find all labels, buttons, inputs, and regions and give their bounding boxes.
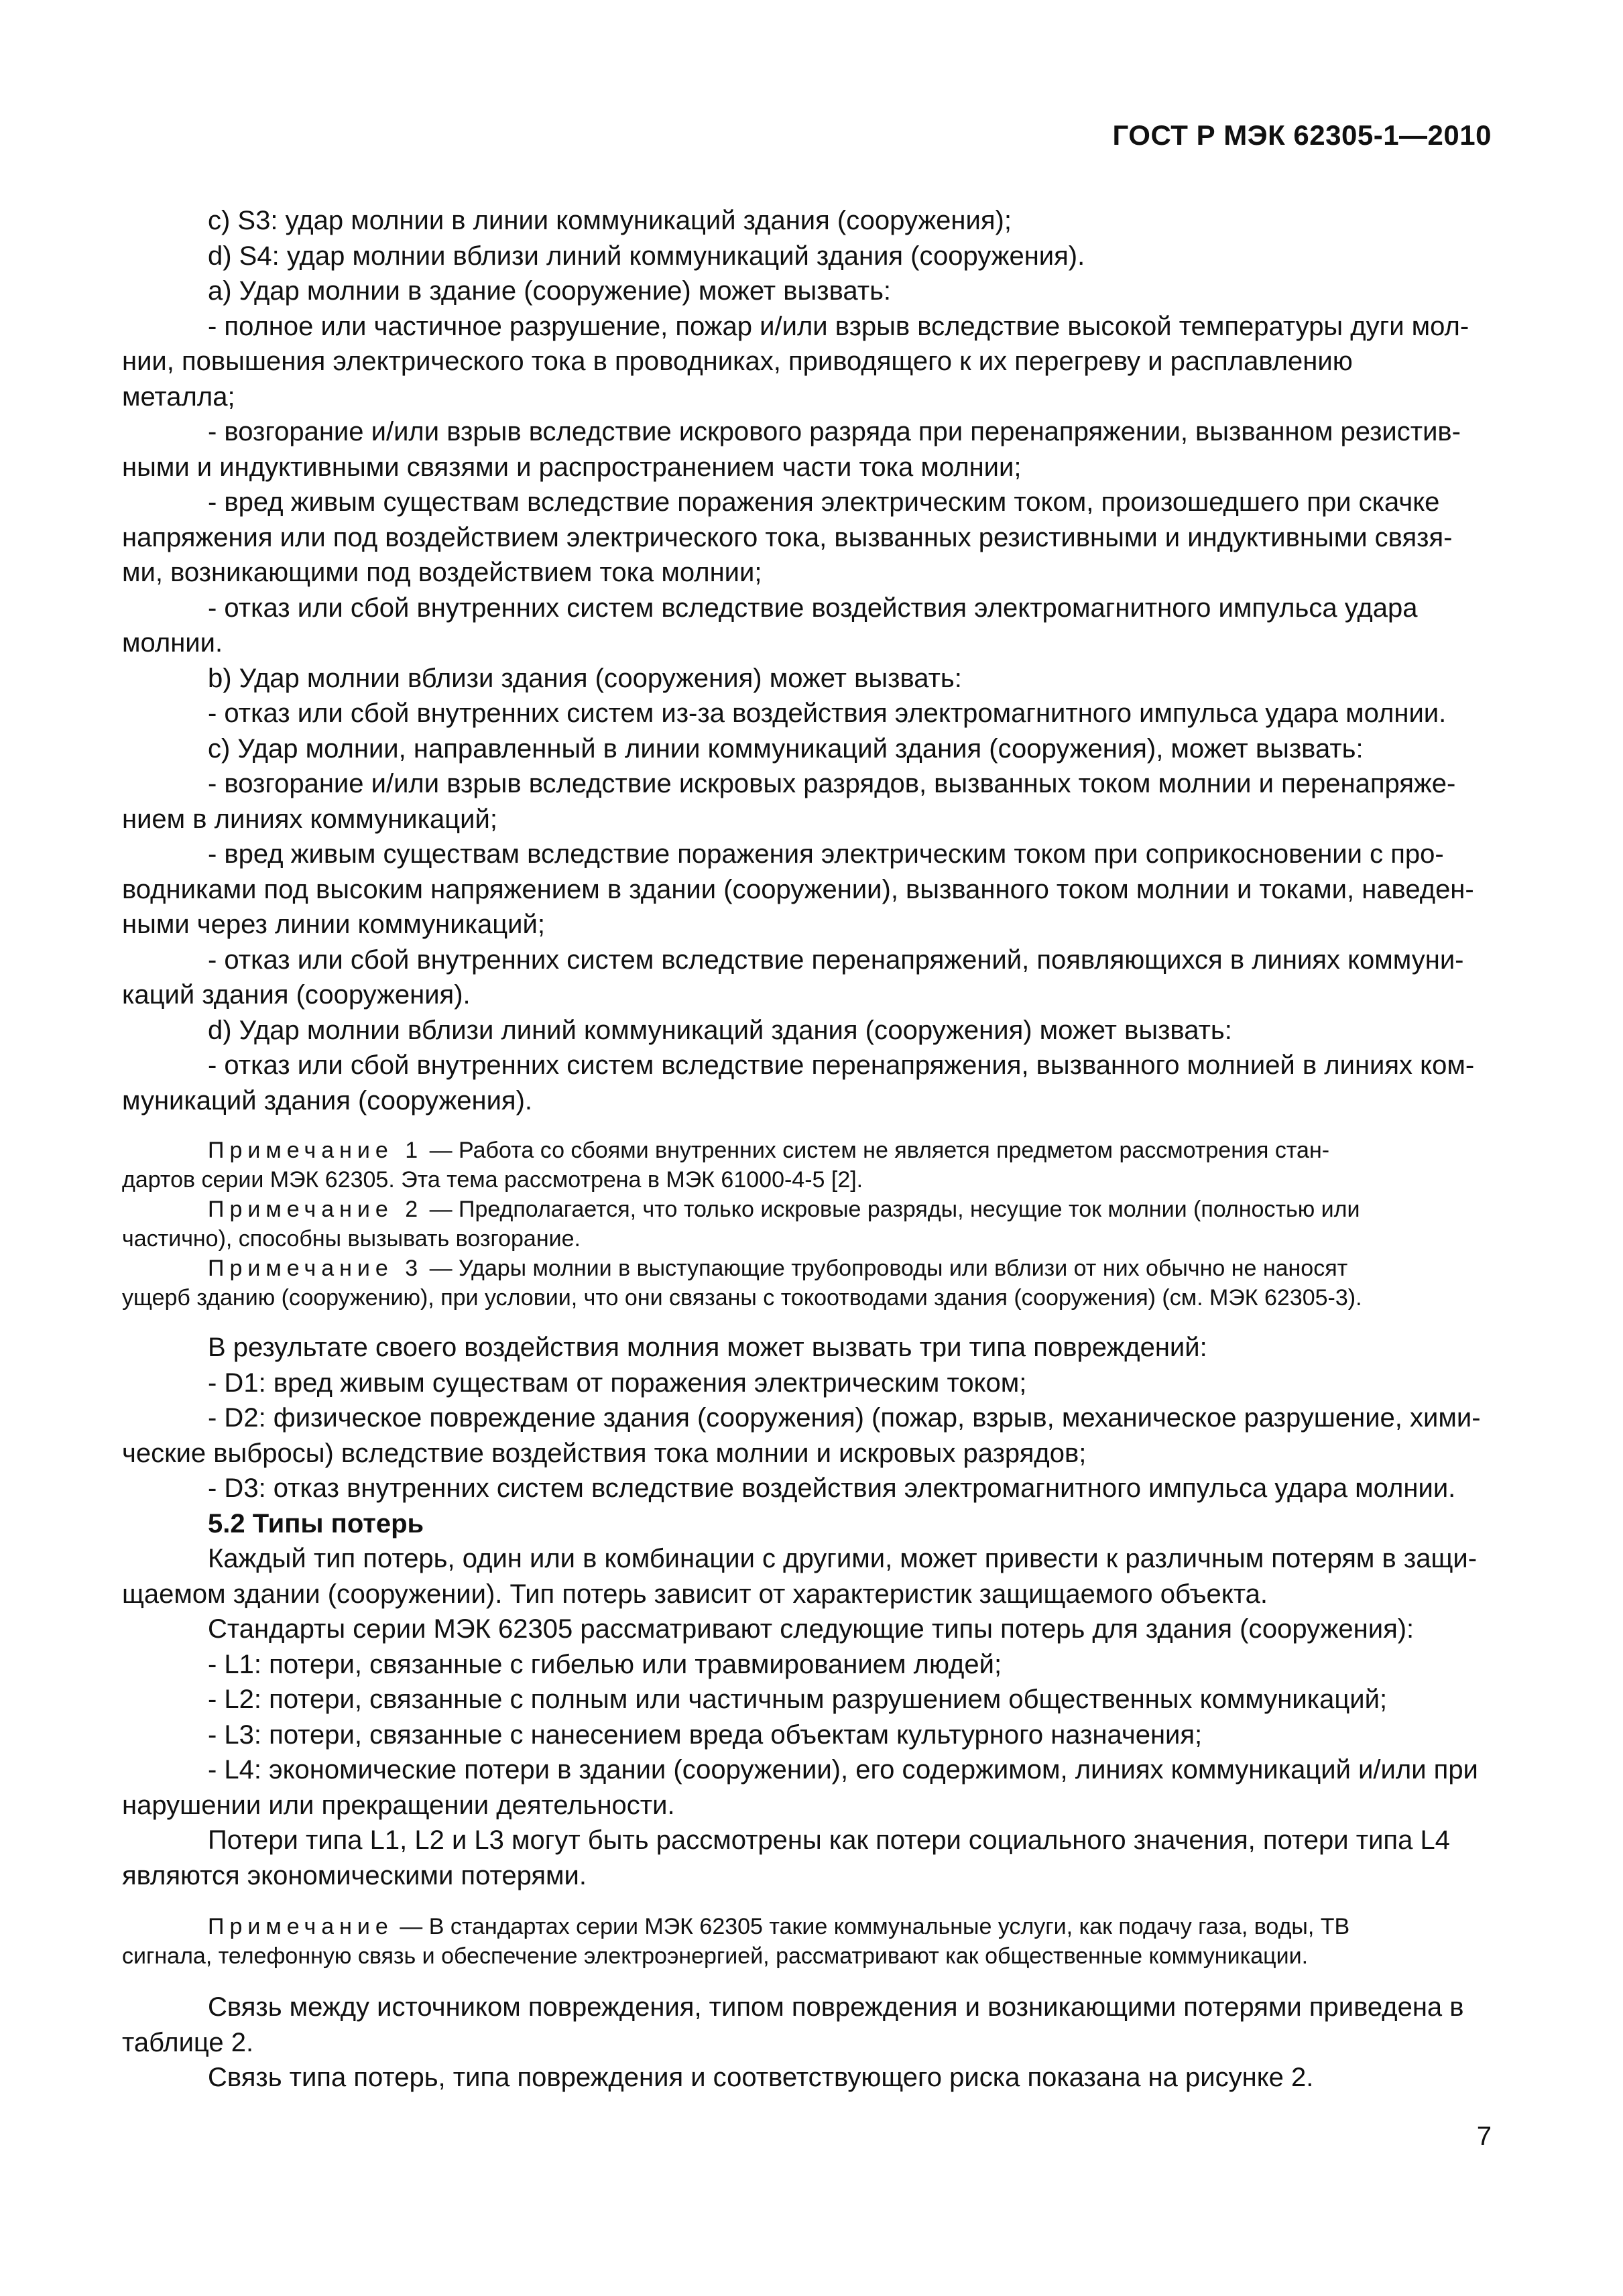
note-label: Примечание 1 xyxy=(208,1138,424,1163)
paragraph: Стандарты серии МЭК 62305 рассматривают следующие типы потерь для здания (сооружения): xyxy=(208,1614,1415,1644)
note-text: — В стандартах серии МЭК 62305 такие коммунальные услуги, как подачу газа, воды, ТВ сигнала, телефонную связь и обеспечение электроэнергией, рассматривают как общественные коммуникации. xyxy=(122,1914,1350,1969)
paragraph: d) S4: удар молнии вблизи линий коммуникаций здания (сооружения). xyxy=(208,241,1085,271)
paragraph: - возгорание и/или взрыв вследствие искрового разряда при перенапряжении, вызванном резистив- ными и индуктивными связями и распространением части тока молнии; xyxy=(122,417,1461,482)
paragraph: c) S3: удар молнии в линии коммуникаций здания (сооружения); xyxy=(208,206,1012,235)
paragraph: Каждый тип потерь, один или в комбинации с другими, может привести к различным потерям в защи- щаемом здании (сооружении). Тип потерь зависит от характеристик защищаемого объекта. xyxy=(122,1544,1478,1609)
note-3 xyxy=(122,1254,1494,1313)
paragraph: - отказ или сбой внутренних систем из-за воздействия электромагнитного импульса удара молнии. xyxy=(208,699,1447,728)
note-block xyxy=(122,1912,1494,1971)
paragraph: - L1: потери, связанные с гибелью или травмированием людей; xyxy=(208,1649,1002,1679)
paragraph: - L4: экономические потери в здании (сооружении), его содержимом, линиях коммуникаций и/или при нарушении или прекращении деятельности. xyxy=(122,1755,1478,1820)
paragraph: b) Удар молнии вблизи здания (сооружения) может вызвать: xyxy=(208,663,962,693)
document-body xyxy=(122,203,1494,2096)
paragraph: Связь между источником повреждения, типом повреждения и возникающими потерями приведена в таблице 2. xyxy=(122,1992,1464,2057)
document-code-header: ГОСТ Р МЭК 62305-1—2010 xyxy=(1112,119,1492,151)
paragraph: - отказ или сбой внутренних систем вследствие перенапряжения, вызванного молнией в линиях ком- муникаций здания (сооружения). xyxy=(122,1050,1475,1115)
paragraph: - вред живым существам вследствие поражения электрическим током при соприкосновении с про- водниками под высоким напряжением в здании (сооружении), вызванного током молнии и токами, наведен- ными через линии коммуникаций; xyxy=(122,839,1474,939)
paragraph: c) Удар молнии, направленный в линии коммуникаций здания (сооружения), может вызвать: xyxy=(208,733,1364,764)
paragraph: a) Удар молнии в здание (сооружение) может вызвать: xyxy=(208,276,892,306)
page-number: 7 xyxy=(1476,2122,1492,2151)
note-1 xyxy=(122,1136,1494,1195)
note-label: Примечание 2 xyxy=(208,1197,424,1222)
paragraph: - D1: вред живым существам от поражения электрическим током; xyxy=(208,1368,1027,1398)
note-2 xyxy=(122,1195,1494,1254)
damage-types-section xyxy=(122,1330,1494,1506)
paragraph: - L3: потери, связанные с нанесением вреда объектам культурного назначения; xyxy=(208,1719,1203,1750)
note-text: — Предполагается, что только искровые разряды, несущие ток молнии (полностью или частично), способны вызывать возгорание. xyxy=(122,1197,1360,1252)
paragraph: Потери типа L1, L2 и L3 могут быть рассмотрены как потери социального значения, потери типа L4 являются экономическими потерями. xyxy=(122,1825,1450,1890)
note-text: — Удары молнии в выступающие трубопроводы или вблизи от них обычно не наносят ущерб зданию (сооружению), при условии, что они связаны с токоотводами здания (сооружения) (см. МЭК 62305-3). xyxy=(122,1256,1362,1311)
paragraph: - D3: отказ внутренних систем вследствие воздействия электромагнитного импульса удара молнии. xyxy=(208,1473,1456,1503)
paragraph: - возгорание и/или взрыв вследствие искровых разрядов, вызванных током молнии и перенапряже- нием в линиях коммуникаций; xyxy=(122,769,1456,834)
paragraph: - полное или частичное разрушение, пожар и/или взрыв вследствие высокой температуры дуги мол- нии, повышения электрического тока в проводниках, приводящего к их перегреву и расплавлению металла; xyxy=(122,311,1469,412)
loss-types-section xyxy=(122,1541,1494,1893)
paragraph: d) Удар молнии вблизи линий коммуникаций здания (сооружения) может вызвать: xyxy=(208,1015,1232,1045)
notes-block xyxy=(122,1136,1494,1313)
relation-section xyxy=(122,1990,1494,2096)
paragraph: Связь типа потерь, типа повреждения и соответствующего риска показана на рисунке 2. xyxy=(208,2063,1314,2092)
note-text: — Работа со сбоями внутренних систем не является предметом рассмотрения стан- дартов серии МЭК 62305. Эта тема рассмотрена в МЭК 61000-4-5 [2]. xyxy=(122,1138,1330,1193)
note xyxy=(122,1912,1494,1971)
damage-effects-section xyxy=(122,203,1494,1118)
paragraph: - отказ или сбой внутренних систем вследствие перенапряжений, появляющихся в линиях коммуни- каций здания (сооружения). xyxy=(122,945,1464,1010)
paragraph: - отказ или сбой внутренних систем вследствие воздействия электромагнитного импульса удара молнии. xyxy=(122,593,1418,658)
section-heading: 5.2 Типы потерь xyxy=(208,1508,424,1538)
paragraph: - L2: потери, связанные с полным или частичным разрушением общественных коммуникаций; xyxy=(208,1685,1388,1714)
paragraph: - вред живым существам вследствие поражения электрическим током, произошедшего при скачке напряжения или под воздействием электрического тока, вызванных резистивными и индуктивными связя- ми, возникающими под воздействием тока молнии; xyxy=(122,487,1453,587)
note-label: Примечание xyxy=(208,1914,394,1939)
paragraph: - D2: физическое повреждение здания (сооружения) (пожар, взрыв, механическое разрушение, хими- ческие выбросы) вследствие воздействия тока молнии и искровых разрядов; xyxy=(122,1403,1481,1468)
note-label: Примечание 3 xyxy=(208,1256,424,1281)
paragraph: В результате своего воздействия молния может вызвать три типа повреждений: xyxy=(208,1333,1207,1362)
